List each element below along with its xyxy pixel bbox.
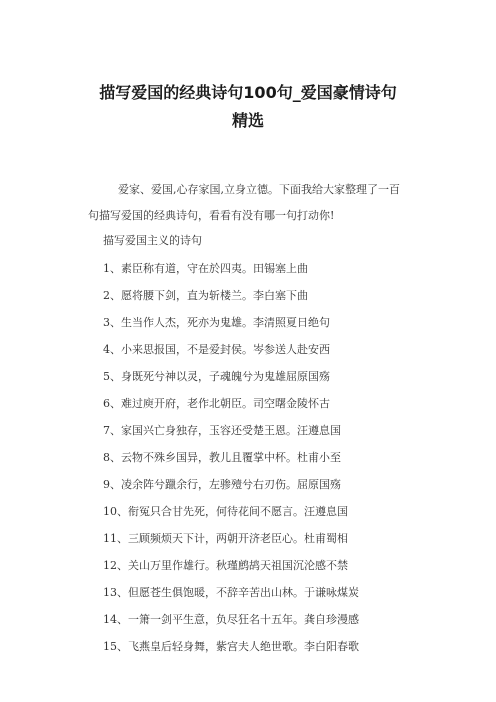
poem-line: 2、愿将腰下剑，直为斩楼兰。李白塞下曲 bbox=[103, 289, 308, 302]
intro-paragraph-line1: 爱家、爱国,心存家国,立身立德。下面我给大家整理了一百 bbox=[118, 183, 400, 196]
intro-paragraph-line2: 句描写爱国的经典诗句，看看有没有哪一句打动你! bbox=[88, 209, 335, 222]
document-title-line2: 精选 bbox=[231, 111, 264, 130]
poem-line: 6、难过庾开府，老作北朝臣。司空曙金陵怀古 bbox=[103, 397, 330, 410]
poem-line: 4、小来思报国，不是爱封侯。岑参送人赴安西 bbox=[103, 343, 330, 356]
poem-line: 12、关山万里作雄行。秋瑾鹧鸪天祖国沉沦感不禁 bbox=[103, 559, 348, 572]
poem-line: 15、飞燕皇后轻身舞，紫宫夫人绝世歌。李白阳春歌 bbox=[103, 640, 359, 653]
poem-line: 1、素臣称有道，守在於四夷。田锡塞上曲 bbox=[103, 262, 308, 275]
document-title-line1: 描写爱国的经典诗句100句_爱国豪情诗句 bbox=[99, 83, 397, 102]
poem-line: 3、生当作人杰，死亦为鬼雄。李清照夏日绝句 bbox=[103, 316, 330, 329]
poem-line: 8、云物不殊乡国异，教儿且覆掌中杯。杜甫小至 bbox=[103, 451, 341, 464]
poem-line: 9、凌余阵兮躐余行，左骖殪兮右刃伤。屈原国殇 bbox=[103, 478, 341, 491]
poem-line: 11、三顾频烦天下计，两朝开济老臣心。杜甫蜀相 bbox=[103, 532, 348, 545]
poem-line: 14、一箫一剑平生意，负尽狂名十五年。龚自珍漫感 bbox=[103, 613, 359, 626]
poem-line: 7、家国兴亡身独存，玉容还受楚王恩。汪遵息国 bbox=[103, 424, 341, 437]
poem-line: 5、身既死兮神以灵，子魂魄兮为鬼雄屈原国殇 bbox=[103, 370, 330, 383]
poem-line: 13、但愿苍生俱饱暖，不辞辛苦出山林。于谦咏煤炭 bbox=[103, 586, 359, 599]
poem-line: 10、衔冤只合甘先死，何待花间不愿言。汪遵息国 bbox=[103, 505, 348, 518]
section-heading: 描写爱国主义的诗句 bbox=[103, 234, 202, 247]
